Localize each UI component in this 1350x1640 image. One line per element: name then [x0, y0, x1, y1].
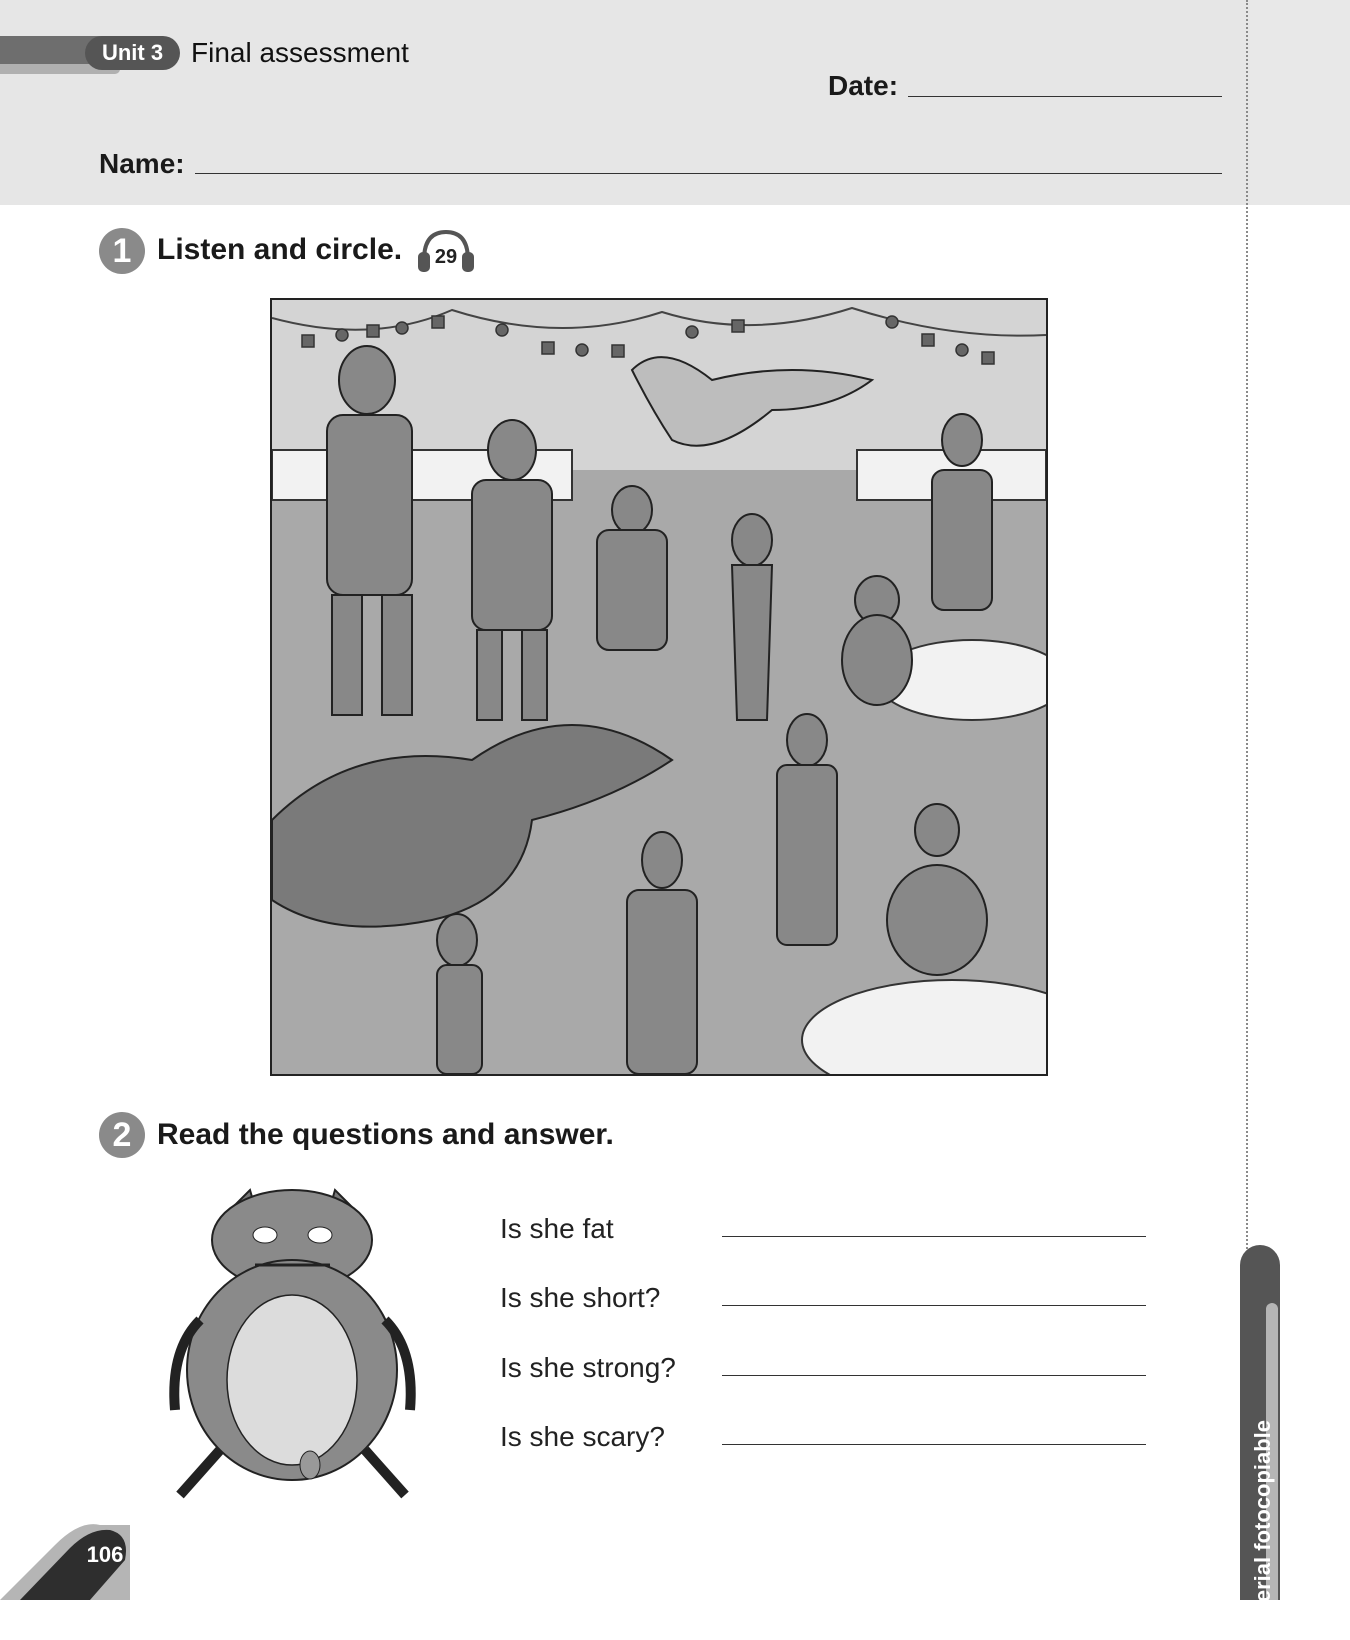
answer-field-4[interactable] — [722, 1444, 1146, 1445]
exercise-1-number: 1 — [99, 228, 145, 274]
name-field[interactable] — [195, 173, 1222, 174]
page-title: Final assessment — [191, 37, 409, 68]
photocopiable-label: Material fotocopiable — [1250, 1419, 1275, 1640]
headphones-icon[interactable] — [416, 226, 476, 274]
header-right-strip — [1250, 0, 1350, 205]
answer-field-3[interactable] — [722, 1375, 1146, 1376]
exercise-2-number: 2 — [99, 1112, 145, 1158]
question-3: Is she strong? — [500, 1352, 676, 1383]
unit-label: Unit 3 — [85, 36, 180, 70]
date-field[interactable] — [908, 96, 1222, 97]
exercise-1-instruction: Listen and circle. — [157, 233, 403, 266]
page-number: 106 — [86, 1542, 124, 1567]
question-1: Is she fat — [500, 1213, 614, 1244]
question-2: Is she short? — [500, 1282, 661, 1313]
header-band — [0, 0, 1250, 205]
monster-illustration — [160, 1180, 425, 1510]
name-label: Name: — [99, 148, 185, 179]
date-label: Date: — [828, 70, 899, 101]
question-4: Is she scary? — [500, 1421, 665, 1452]
audio-track-number: 29 — [434, 246, 458, 268]
exercise-2-instruction: Read the questions and answer. — [157, 1118, 614, 1151]
answer-field-1[interactable] — [722, 1236, 1146, 1237]
answer-field-2[interactable] — [722, 1305, 1146, 1306]
party-scene-illustration — [270, 298, 1048, 1076]
